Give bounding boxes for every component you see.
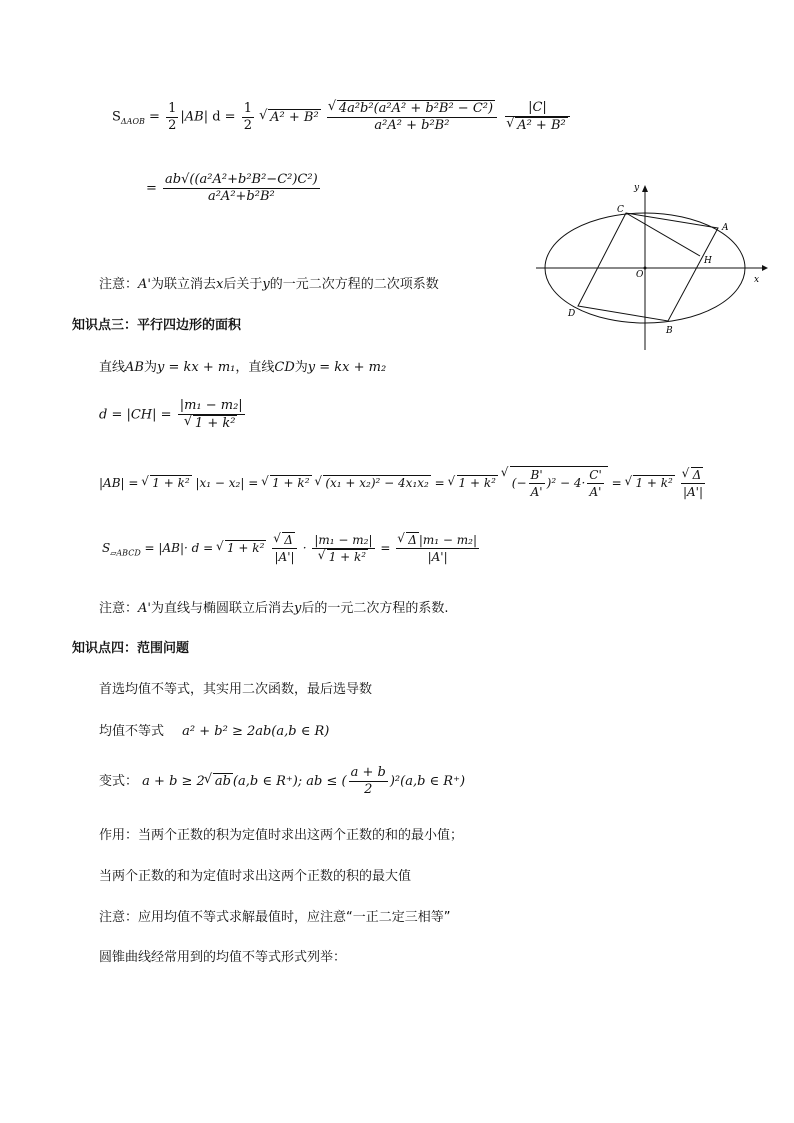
- x-axis-arrow: [762, 265, 768, 271]
- section-4-p1: 首选均值不等式，其实用二次函数，最后选导数: [99, 682, 373, 697]
- section-4-p2: 均值不等式 a² + b² ≥ 2ab(a,b ∈ R): [99, 724, 330, 739]
- ab-length-formula: |AB| = √ 1 + k² |x₁ − x₂| = √ 1 + k² √ (x₁ + x₂)² − 4x₁x₂ = √ 1 + k² √ (− $\frac{B'}{A'}$ )² − 4· $\frac{C'}{A'}$ = √ 1 + k² √ $\frac{\Delta}{|A'|}$: [99, 466, 707, 500]
- section-4-heading: 知识点四：范围问题: [72, 641, 190, 656]
- s-aob-formula-line2: = $\frac{\text{ab√((a²A²+b²B²−C²)C²)}}{\text{a²A²+b²B²}}$: [146, 172, 318, 204]
- section-3-heading: 知识点三：平行四边形的面积: [72, 318, 242, 333]
- distance-formula: d = |CH| = |m₁ − m₂| √ 1 + k²: [99, 398, 247, 432]
- parallelogram-area-formula: $S_{▱ABCD} = |AB|\cdot d$ = √ 1 + k² √ $\frac{\Delta}{|A'|}$ · |m₁ − m₂| √ 1 + k² = √ $\frac{\text{Δ |m₁ − m₂|}}{|A'|}$: [102, 532, 481, 565]
- point-label-b: B: [666, 326, 673, 336]
- point-label-a: A: [722, 223, 729, 233]
- origin-label: O: [636, 270, 644, 280]
- parallelogram: [578, 213, 718, 321]
- note-2: 注意：A'为直线与椭圆联立后消去y后的一元二次方程的系数.: [99, 601, 449, 616]
- point-label-h: H: [704, 256, 712, 266]
- y-axis-arrow: [642, 185, 648, 192]
- note-1: 注意：A'为联立消去x后关于y的一元二次方程的二次项系数: [99, 277, 439, 292]
- axis-label-x: x: [754, 275, 760, 285]
- section-3-lines-def: 直线AB为y = kx + m₁，直线CD为y = kx + m₂: [99, 360, 387, 375]
- point-label-d: D: [568, 309, 576, 319]
- section-4-p5: 当两个正数的和为定值时求出这两个正数的积的最大值: [99, 869, 412, 884]
- axis-label-y: y: [634, 183, 640, 193]
- section-4-p7: 圆锥曲线经常用到的均值不等式形式列举：: [99, 950, 347, 965]
- section-4-p3: 变式： a + b ≥ 2√ ab (a,b ∈ R⁺); ab ≤ ( $\frac{a + b}{2}$ )²(a,b ∈ R⁺): [99, 765, 465, 798]
- section-4-p4: 作用：当两个正数的积为定值时求出这两个正数的和的最小值；: [99, 828, 464, 843]
- s-aob-formula-line1: $S_{\Delta AOB}$ = $\frac{1}{2}$ |AB| d = $\frac{1}{2}$ √ A² + B² √ $\frac{\text{4a²b²(a²A² + b²B² − C²)}}{\text{a²A² + b²B²}}$ |C| √ A² + B²: [112, 100, 572, 134]
- section-4-p6: 注意：应用均值不等式求解最值时，应注意“一正二定三相等”: [99, 910, 451, 925]
- ellipse-parallelogram-diagram: [530, 180, 770, 355]
- point-label-c: C: [617, 205, 624, 215]
